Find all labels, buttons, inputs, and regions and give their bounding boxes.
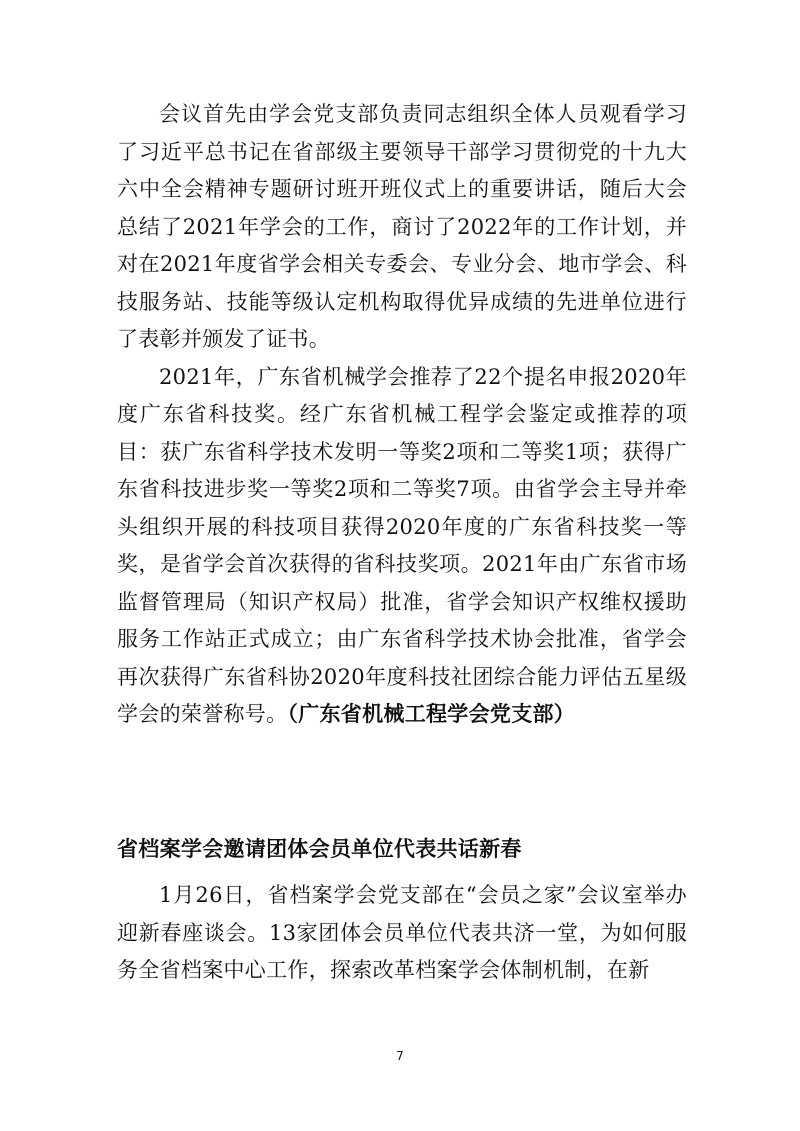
article-2-paragraph-1: 1月26日，省档案学会党支部在“会员之家”会议室举办迎新春座谈会。13家团体会员单位代表共济一堂，为如何服务全省档案中心工作，探索改革档案学会体制机制，在新 (117, 883, 687, 982)
article-1-signature: （广东省机械工程学会党支部） (287, 702, 576, 726)
article-2-heading: 省档案学会邀请团体会员单位代表共话新春 (117, 837, 522, 861)
article-2-body (117, 877, 687, 990)
article-1-paragraph-2-text: 2021年，广东省机械学会推荐了22个提名申报2020年度广东省科技奖。经广东省机械工程学会鉴定或推荐的项目：获广东省科学技术发明一等奖2项和二等奖1项；获得广东省科技进步奖一等奖2项和二等奖7项。由省学会主导并牵头组织开展的科技项目获得2020年度的广东省科技奖一等奖，是省学会首次获得的省科技奖项。2021年由广东省市场监督管理局（知识产权局）批准，省学会知识产权维权援助服务工作站正式成立；由广东省科学技术协会批准，省学会再次获得广东省科协2020年度科技社团综合能力评估五星级学会的荣誉称号。 (117, 364, 687, 726)
article-1-paragraph-1: 会议首先由学会党支部负责同志组织全体人员观看学习了习近平总书记在省部级主要领导干部学习贯彻党的十九大六中全会精神专题研讨班开班仪式上的重要讲话，随后大会总结了2021年学会的工作，商讨了2022年的工作计划，并对在2021年度省学会相关专委会、专业分会、地市学会、科技服务站、技能等级认定机构取得优异成绩的先进单位进行了表彰并颁发了证书。 (117, 102, 687, 351)
article-1-body (117, 96, 687, 734)
page-number: 7 (396, 1049, 404, 1063)
article-1-paragraph-2 (117, 359, 687, 734)
